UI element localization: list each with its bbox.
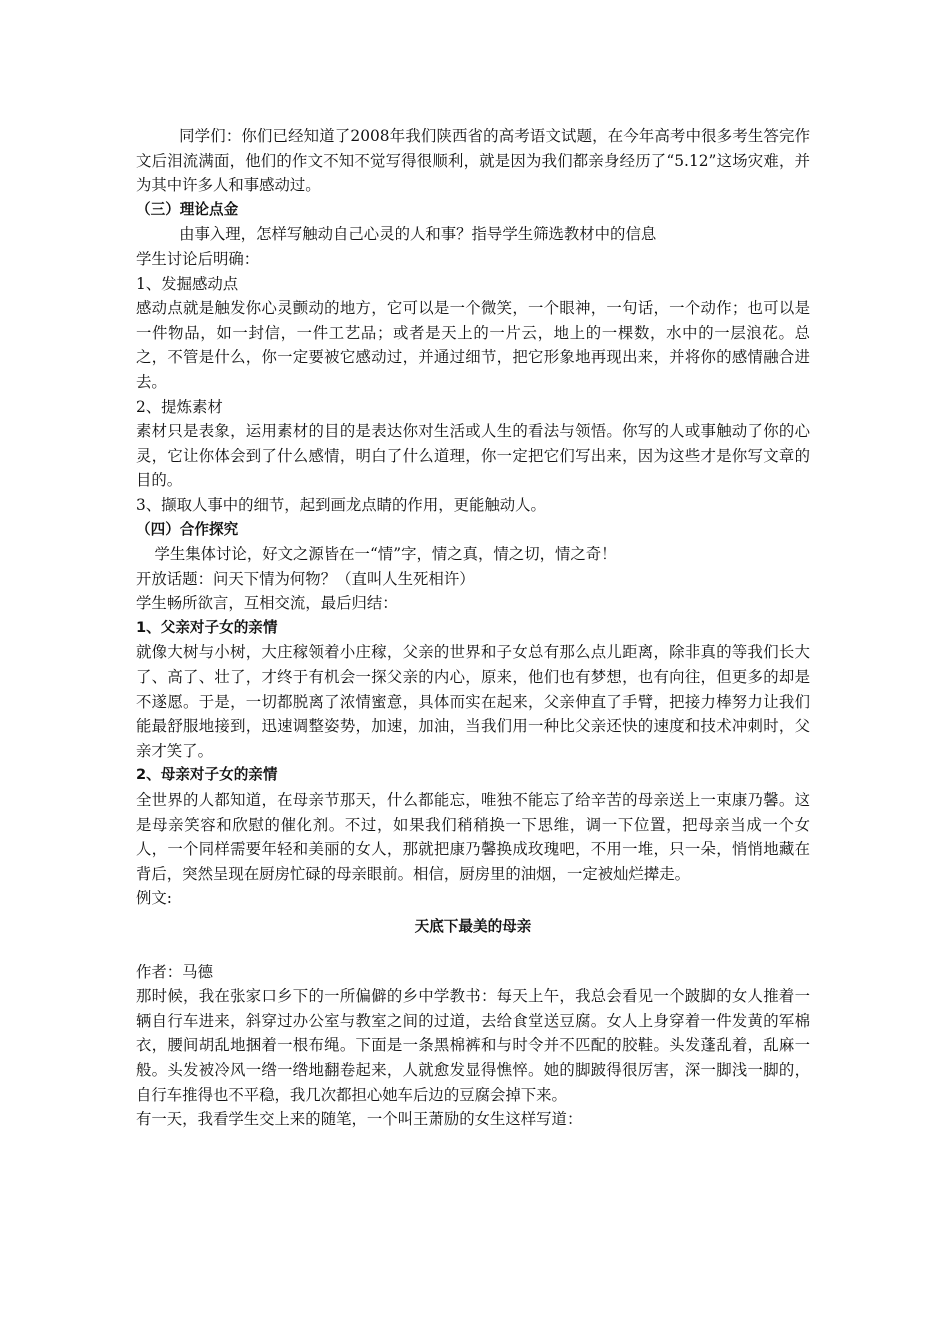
- essay-paragraph-2: 有一天，我看学生交上来的随笔，一个叫王萧励的女生这样写道：: [136, 1110, 583, 1129]
- point1-text: 感动点就是触发你心灵颤动的地方，它可以是一个微笑，一个眼神，一句话，一个动作；也可以是一件物品，如一封信，一件工艺品；或者是天上的一片云，地上的一棵数，水中的一层浪花。总之，不管是什么，你一定要被它感动过，并通过细节，把它形象地再现出来，并将你的感情融合进去。: [136, 299, 810, 391]
- mother-love-title: 2、母亲对子女的亲情: [136, 766, 278, 784]
- section-heading-theory: （三）理论点金: [136, 200, 239, 218]
- point2-text: 素材只是表象，运用素材的目的是表达你对生活或人生的看法与领悟。你写的人或事触动了你的心灵，它让你体会到了什么感情，明白了什么道理，你一定把它们写出来，因为这些才是你写文章的目的。: [136, 422, 810, 490]
- father-love-text: 就像大树与小树，大庄稼领着小庄稼，父亲的世界和子女总有那么点儿距离，除非真的等我们长大了、高了、壮了，才终于有机会一探父亲的内心，原来，他们也有梦想，也有向往，但更多的却是不遂愿。于是，一切都脱离了浓情蜜意，具体而实在起来，父亲伸直了手臂，把接力棒努力让我们能最舒服地接到，迅速调整姿势，加速，加油，当我们用一种比父亲还快的速度和技术冲刺时，父亲才笑了。: [136, 643, 810, 760]
- document-page: [136, 124, 810, 1132]
- theory-lead: 由事入理，怎样写触动自己心灵的人和事？指导学生筛选教材中的信息: [179, 225, 657, 244]
- cooperation-lead: 学生集体讨论，好文之源皆在一“情”字，情之真，情之切，情之奇！: [154, 545, 617, 564]
- point1-title: 1、发掘感动点: [136, 274, 239, 293]
- discussion-line: 学生讨论后明确：: [136, 249, 260, 268]
- essay-title: 天底下最美的母亲: [414, 918, 532, 935]
- example-label: 例文:: [136, 889, 172, 908]
- father-love-title: 1、父亲对子女的亲情: [136, 618, 278, 636]
- section-heading-cooperation: （四）合作探究: [136, 520, 239, 538]
- intro-paragraph: 同学们：你们已经知道了2008年我们陕西省的高考语文试题，在今年高考中很多考生答完作文后泪流满面，他们的作文不知不觉写得很顺利，就是因为我们都亲身经历了“5.12”这场灾难，并为其中许多人和事感动过。: [136, 127, 810, 195]
- point2-title: 2、提炼素材: [136, 397, 223, 416]
- point3-text: 3、撷取人事中的细节，起到画龙点睛的作用，更能触动人。: [136, 495, 546, 514]
- essay-author: 作者：马德: [136, 962, 213, 981]
- open-topic: 开放话题：问天下情为何物？（直叫人生死相许）: [136, 569, 475, 588]
- essay-paragraph-1: 那时候，我在张家口乡下的一所偏僻的乡中学教书：每天上午，我总会看见一个跛脚的女人推着一辆自行车进来，斜穿过办公室与教室之间的过道，去给食堂送豆腐。女人上身穿着一件发黄的军棉衣，腰间胡乱地捆着一根布绳。下面是一条黑棉裤和与时令并不匹配的胶鞋。头发蓬乱着，乱麻一般。头发被冷风一绺一绺地翻卷起来，人就愈发显得憔悴。她的脚跛得很厉害，深一脚浅一脚的，自行车推得也不平稳，我几次都担心她车后边的豆腐会掉下来。: [136, 987, 810, 1104]
- mother-love-text: 全世界的人都知道，在母亲节那天，什么都能忘，唯独不能忘了给辛苦的母亲送上一束康乃馨。这是母亲笑容和欣慰的催化剂。不过，如果我们稍稍换一下思维，调一下位置，把母亲当成一个女人，一个同样需要年轻和美丽的女人，那就把康乃馨换成玫瑰吧，不用一堆，只一朵，悄悄地藏在背后，突然呈现在厨房忙碌的母亲眼前。相信，厨房里的油烟，一定被灿烂撵走。: [136, 791, 810, 883]
- summary-line: 学生畅所欲言，互相交流，最后归结：: [136, 594, 398, 613]
